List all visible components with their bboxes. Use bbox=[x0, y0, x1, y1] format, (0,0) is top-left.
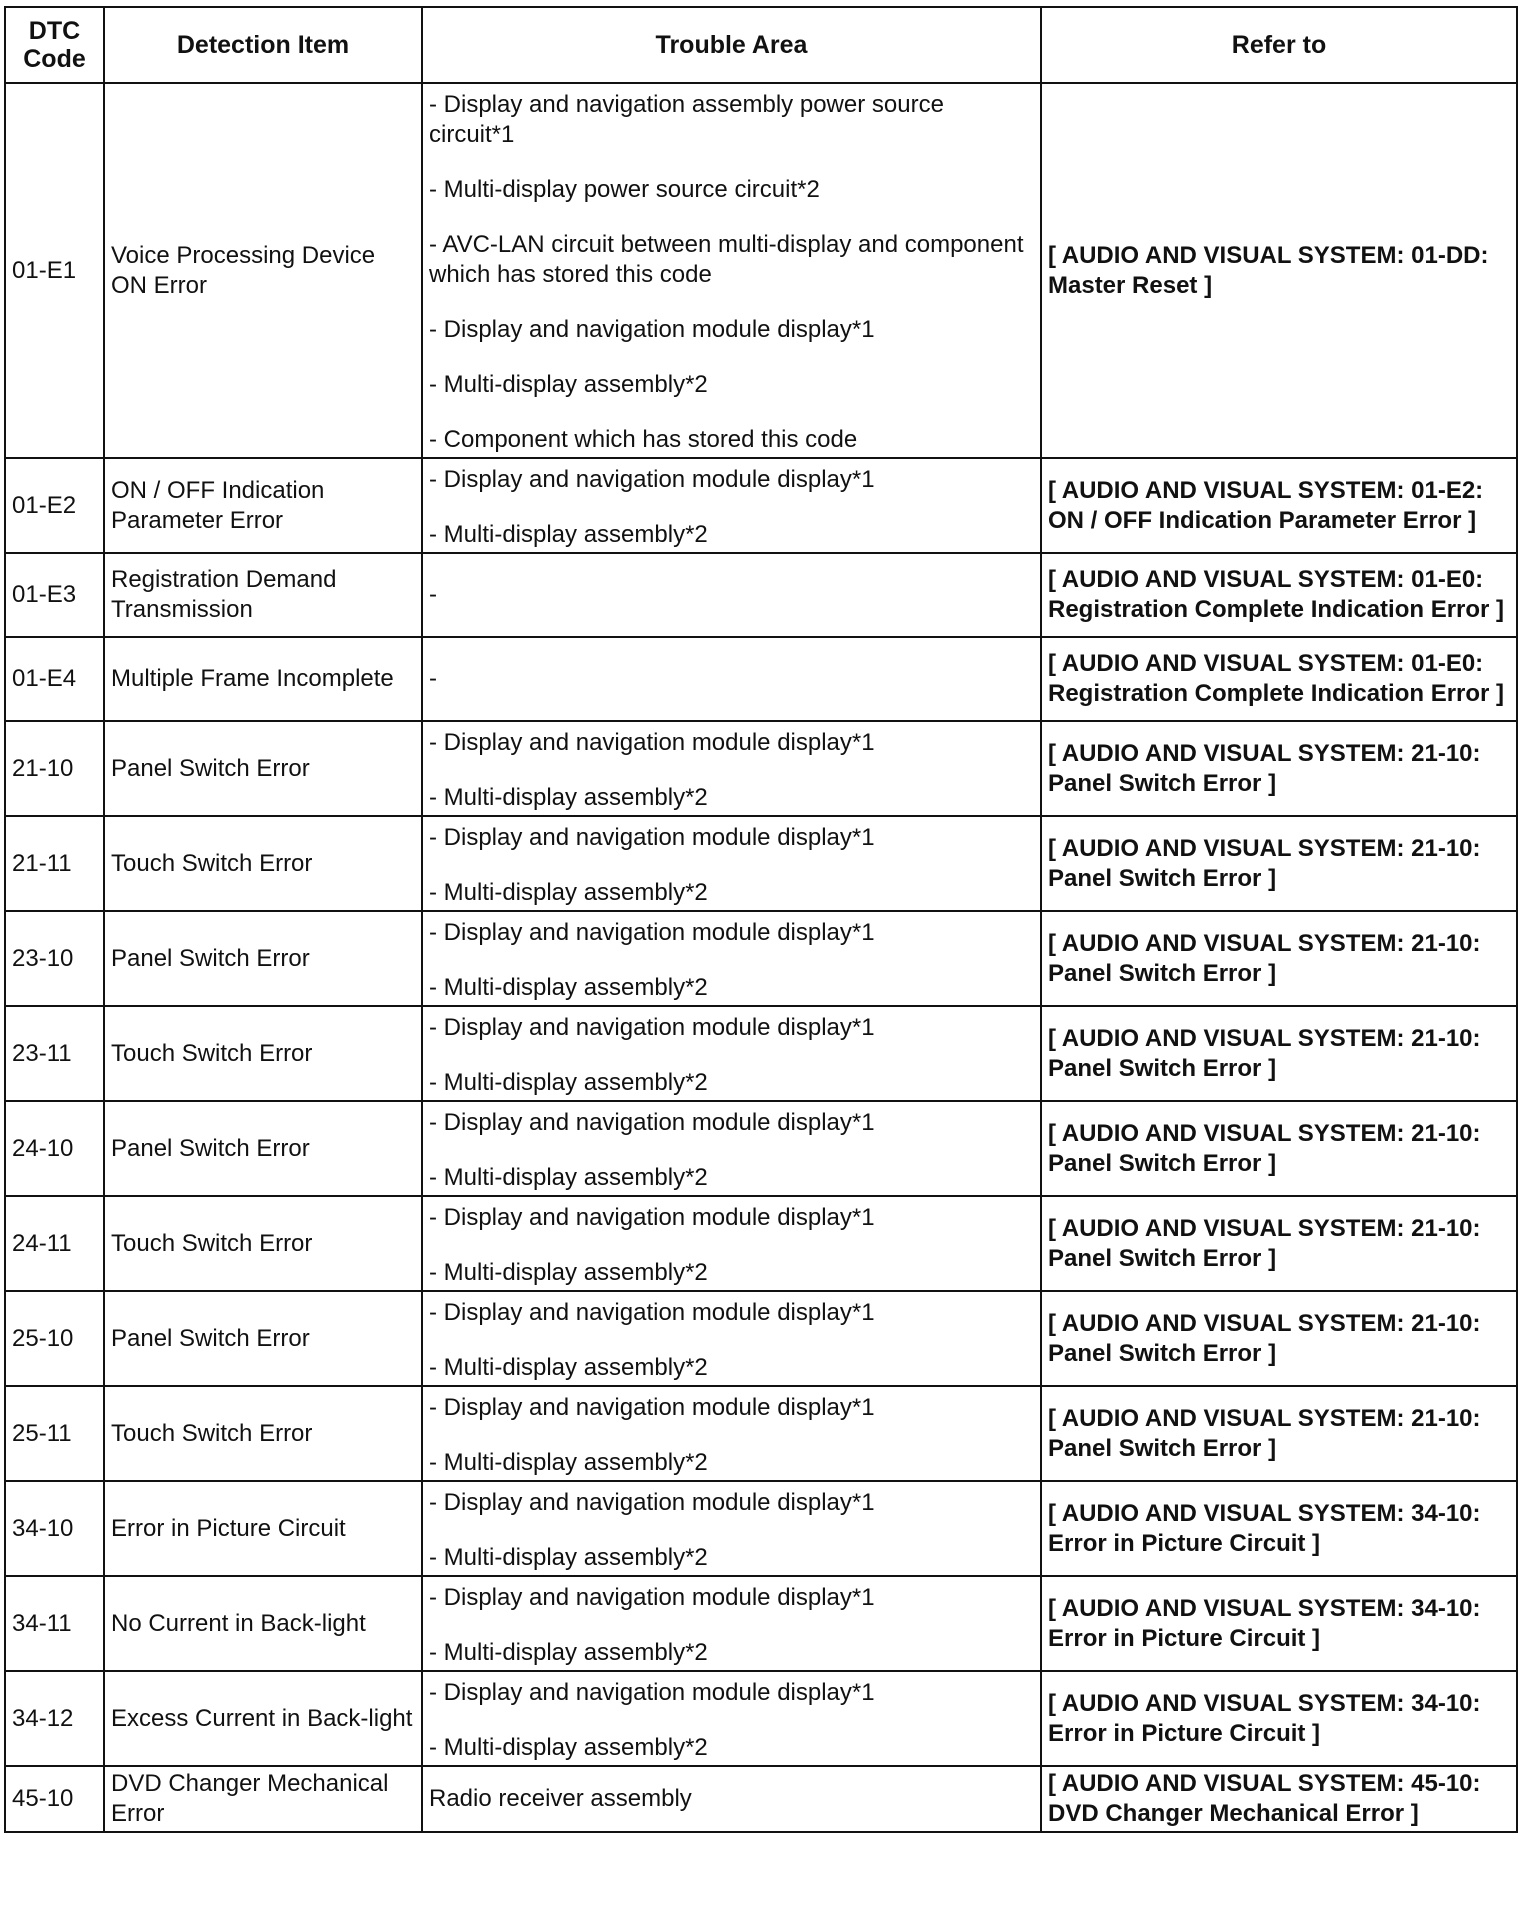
table-row bbox=[5, 1576, 1517, 1671]
trouble-area-item: Radio receiver assembly bbox=[429, 1785, 692, 1812]
trouble-area-cell bbox=[422, 1481, 1041, 1576]
dtc-code-cell: 25-11 bbox=[5, 1386, 104, 1481]
table-row bbox=[5, 458, 1517, 553]
table-row bbox=[5, 1386, 1517, 1481]
dtc-code-cell: 23-10 bbox=[5, 911, 104, 1006]
detection-item-cell: ON / OFF Indication Parameter Error bbox=[104, 458, 422, 553]
dtc-code-cell: 25-10 bbox=[5, 1291, 104, 1386]
trouble-area-item: - Multi-display assembly*2 bbox=[429, 1354, 708, 1381]
trouble-area-item: - Display and navigation module display*1 bbox=[429, 919, 875, 946]
trouble-area-item: - Display and navigation module display*1 bbox=[429, 1299, 875, 1326]
trouble-area-item: - Display and navigation module display*1 bbox=[429, 1489, 875, 1516]
trouble-area-cell bbox=[422, 553, 1041, 637]
refer-to-cell: [ AUDIO AND VISUAL SYSTEM: 01-E2: ON / OFF Indication Parameter Error ] bbox=[1041, 458, 1517, 553]
trouble-area-item: - Multi-display assembly*2 bbox=[429, 1544, 708, 1571]
trouble-area-cell bbox=[422, 1576, 1041, 1671]
detection-item-cell: Touch Switch Error bbox=[104, 1196, 422, 1291]
table-row bbox=[5, 553, 1517, 637]
detection-item-cell: Multiple Frame Incomplete bbox=[104, 637, 422, 721]
refer-to-cell: [ AUDIO AND VISUAL SYSTEM: 01-E0: Registration Complete Indication Error ] bbox=[1041, 553, 1517, 637]
dtc-code-cell: 24-11 bbox=[5, 1196, 104, 1291]
trouble-area-item: - AVC-LAN circuit between multi-display and component which has stored this code bbox=[429, 231, 1024, 288]
trouble-area-item: - Display and navigation module display*1 bbox=[429, 316, 875, 343]
trouble-area-item: - Display and navigation module display*1 bbox=[429, 1204, 875, 1231]
trouble-area-item: - Multi-display assembly*2 bbox=[429, 521, 708, 548]
dtc-code-cell: 01-E1 bbox=[5, 83, 104, 458]
header-refer-to: Refer to bbox=[1041, 7, 1517, 83]
detection-item-cell: Touch Switch Error bbox=[104, 1386, 422, 1481]
table-row bbox=[5, 1101, 1517, 1196]
trouble-area-cell bbox=[422, 1101, 1041, 1196]
dtc-table-container bbox=[4, 6, 1518, 1833]
dtc-code-cell: 21-11 bbox=[5, 816, 104, 911]
table-row bbox=[5, 1766, 1517, 1832]
trouble-area-item: - Multi-display assembly*2 bbox=[429, 784, 708, 811]
table-row bbox=[5, 637, 1517, 721]
detection-item-cell: DVD Changer Mechanical Error bbox=[104, 1766, 422, 1832]
refer-to-cell: [ AUDIO AND VISUAL SYSTEM: 21-10: Panel Switch Error ] bbox=[1041, 816, 1517, 911]
refer-to-cell: [ AUDIO AND VISUAL SYSTEM: 34-10: Error in Picture Circuit ] bbox=[1041, 1671, 1517, 1766]
detection-item-cell: Voice Processing Device ON Error bbox=[104, 83, 422, 458]
dtc-table bbox=[4, 6, 1518, 1833]
trouble-area-item: - Component which has stored this code bbox=[429, 426, 858, 453]
trouble-area-item: - bbox=[429, 581, 437, 608]
dtc-code-cell: 34-11 bbox=[5, 1576, 104, 1671]
header-detection-item: Detection Item bbox=[104, 7, 422, 83]
refer-to-cell: [ AUDIO AND VISUAL SYSTEM: 45-10: DVD Changer Mechanical Error ] bbox=[1041, 1766, 1517, 1832]
dtc-code-cell: 01-E3 bbox=[5, 553, 104, 637]
table-row bbox=[5, 816, 1517, 911]
trouble-area-cell bbox=[422, 637, 1041, 721]
trouble-area-item: - Multi-display assembly*2 bbox=[429, 974, 708, 1001]
trouble-area-item: - Multi-display assembly*2 bbox=[429, 1449, 708, 1476]
refer-to-cell: [ AUDIO AND VISUAL SYSTEM: 21-10: Panel Switch Error ] bbox=[1041, 1101, 1517, 1196]
refer-to-cell: [ AUDIO AND VISUAL SYSTEM: 34-10: Error in Picture Circuit ] bbox=[1041, 1576, 1517, 1671]
trouble-area-cell bbox=[422, 911, 1041, 1006]
detection-item-cell: Panel Switch Error bbox=[104, 1101, 422, 1196]
table-row bbox=[5, 1481, 1517, 1576]
refer-to-cell: [ AUDIO AND VISUAL SYSTEM: 21-10: Panel Switch Error ] bbox=[1041, 1386, 1517, 1481]
trouble-area-item: - Display and navigation assembly power source circuit*1 bbox=[429, 91, 944, 148]
refer-to-cell: [ AUDIO AND VISUAL SYSTEM: 21-10: Panel Switch Error ] bbox=[1041, 721, 1517, 816]
trouble-area-cell bbox=[422, 1006, 1041, 1101]
table-row bbox=[5, 1006, 1517, 1101]
detection-item-cell: Touch Switch Error bbox=[104, 1006, 422, 1101]
detection-item-cell: Error in Picture Circuit bbox=[104, 1481, 422, 1576]
trouble-area-item: - Multi-display assembly*2 bbox=[429, 1259, 708, 1286]
table-row bbox=[5, 911, 1517, 1006]
trouble-area-cell bbox=[422, 1386, 1041, 1481]
header-row bbox=[5, 7, 1517, 83]
table-row bbox=[5, 1671, 1517, 1766]
refer-to-cell: [ AUDIO AND VISUAL SYSTEM: 21-10: Panel Switch Error ] bbox=[1041, 1196, 1517, 1291]
trouble-area-item: - Display and navigation module display*1 bbox=[429, 729, 875, 756]
detection-item-cell: Excess Current in Back-light bbox=[104, 1671, 422, 1766]
detection-item-cell: Panel Switch Error bbox=[104, 1291, 422, 1386]
trouble-area-cell bbox=[422, 1291, 1041, 1386]
table-row bbox=[5, 1291, 1517, 1386]
trouble-area-item: - Multi-display power source circuit*2 bbox=[429, 176, 820, 203]
header-dtc-code: DTC Code bbox=[5, 7, 104, 83]
refer-to-cell: [ AUDIO AND VISUAL SYSTEM: 21-10: Panel Switch Error ] bbox=[1041, 1006, 1517, 1101]
trouble-area-cell bbox=[422, 1766, 1041, 1832]
trouble-area-item: - Display and navigation module display*1 bbox=[429, 1679, 875, 1706]
trouble-area-item: - Multi-display assembly*2 bbox=[429, 1639, 708, 1666]
trouble-area-cell bbox=[422, 1671, 1041, 1766]
table-row bbox=[5, 721, 1517, 816]
dtc-code-cell: 34-12 bbox=[5, 1671, 104, 1766]
dtc-code-cell: 34-10 bbox=[5, 1481, 104, 1576]
dtc-code-cell: 23-11 bbox=[5, 1006, 104, 1101]
detection-item-cell: Registration Demand Transmission bbox=[104, 553, 422, 637]
detection-item-cell: No Current in Back-light bbox=[104, 1576, 422, 1671]
refer-to-cell: [ AUDIO AND VISUAL SYSTEM: 01-E0: Registration Complete Indication Error ] bbox=[1041, 637, 1517, 721]
detection-item-cell: Panel Switch Error bbox=[104, 721, 422, 816]
trouble-area-item: - Multi-display assembly*2 bbox=[429, 1164, 708, 1191]
table-row bbox=[5, 1196, 1517, 1291]
header-trouble-area: Trouble Area bbox=[422, 7, 1041, 83]
trouble-area-cell bbox=[422, 458, 1041, 553]
trouble-area-item: - Display and navigation module display*1 bbox=[429, 1584, 875, 1611]
refer-to-cell: [ AUDIO AND VISUAL SYSTEM: 21-10: Panel Switch Error ] bbox=[1041, 911, 1517, 1006]
trouble-area-item: - Display and navigation module display*1 bbox=[429, 466, 875, 493]
refer-to-cell: [ AUDIO AND VISUAL SYSTEM: 21-10: Panel Switch Error ] bbox=[1041, 1291, 1517, 1386]
trouble-area-item: - Display and navigation module display*1 bbox=[429, 1394, 875, 1421]
detection-item-cell: Panel Switch Error bbox=[104, 911, 422, 1006]
dtc-code-cell: 21-10 bbox=[5, 721, 104, 816]
trouble-area-item: - bbox=[429, 665, 437, 692]
refer-to-cell: [ AUDIO AND VISUAL SYSTEM: 34-10: Error in Picture Circuit ] bbox=[1041, 1481, 1517, 1576]
trouble-area-item: - Multi-display assembly*2 bbox=[429, 879, 708, 906]
table-row bbox=[5, 83, 1517, 458]
trouble-area-cell bbox=[422, 721, 1041, 816]
trouble-area-item: - Display and navigation module display*1 bbox=[429, 1014, 875, 1041]
refer-to-cell: [ AUDIO AND VISUAL SYSTEM: 01-DD: Master Reset ] bbox=[1041, 83, 1517, 458]
dtc-code-cell: 01-E2 bbox=[5, 458, 104, 553]
dtc-code-cell: 01-E4 bbox=[5, 637, 104, 721]
dtc-code-cell: 45-10 bbox=[5, 1766, 104, 1832]
detection-item-cell: Touch Switch Error bbox=[104, 816, 422, 911]
trouble-area-item: - Multi-display assembly*2 bbox=[429, 1734, 708, 1761]
trouble-area-item: - Multi-display assembly*2 bbox=[429, 1069, 708, 1096]
dtc-code-cell: 24-10 bbox=[5, 1101, 104, 1196]
trouble-area-cell bbox=[422, 816, 1041, 911]
trouble-area-item: - Multi-display assembly*2 bbox=[429, 371, 708, 398]
trouble-area-cell bbox=[422, 83, 1041, 458]
dtc-table-body bbox=[5, 83, 1517, 1832]
trouble-area-item: - Display and navigation module display*1 bbox=[429, 1109, 875, 1136]
trouble-area-cell bbox=[422, 1196, 1041, 1291]
trouble-area-item: - Display and navigation module display*1 bbox=[429, 824, 875, 851]
